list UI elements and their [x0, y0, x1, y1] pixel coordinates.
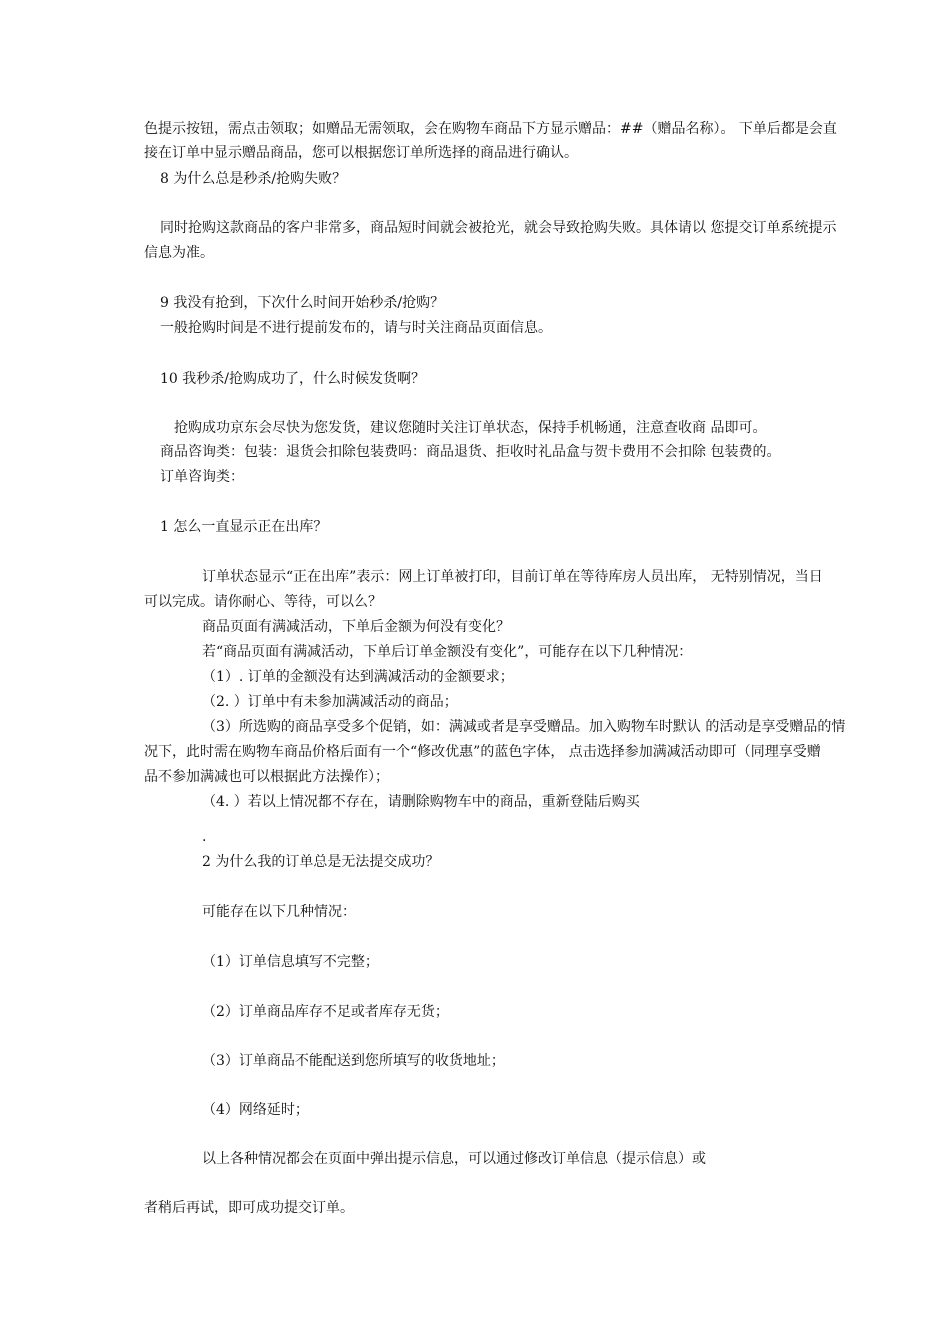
text-line: 商品咨询类：包装：退货会扣除包装费吗：商品退货、拒收时礼品盒与贺卡费用不会扣除 包装费的。 — [160, 444, 781, 460]
text-line: 接在订单中显示赠品商品，您可以根据您订单所选择的商品进行确认。 — [144, 145, 578, 161]
question-heading: 1 怎么一直显示正在出库？ — [160, 519, 328, 535]
text-line: 者稍后再试，即可成功提交订单。 — [144, 1200, 354, 1216]
question-heading: 9 我没有抢到，下次什么时间开始秒杀/抢购？ — [160, 295, 445, 311]
list-item: （3）所选购的商品享受多个促销，如：满减或者是享受赠品。加入购物车时默认 的活动是享受赠品的情 — [202, 719, 846, 735]
section-heading: 订单咨询类： — [160, 469, 244, 485]
text-line: 信息为准。 — [144, 245, 214, 261]
question-heading: 8 为什么总是秒杀/抢购失败？ — [160, 171, 347, 187]
text-line: 以上各种情况都会在页面中弹出提示信息，可以通过修改订单信息（提示信息）或 — [202, 1151, 706, 1167]
question-heading: 2 为什么我的订单总是无法提交成功？ — [202, 854, 440, 870]
text-line: . — [202, 829, 207, 845]
text-line: 订单状态显示“正在出库”表示：网上订单被打印，目前订单在等待库房人员出库， 无特别情况，当日 — [202, 569, 823, 585]
text-line: 同时抢购这款商品的客户非常多，商品短时间就会被抢光，就会导致抢购失败。具体请以 您提交订单系统提示 — [160, 220, 837, 236]
list-item: （3）订单商品不能配送到您所填写的收货地址； — [202, 1053, 505, 1069]
text-line: 品不参加满减也可以根据此方法操作）； — [144, 769, 389, 785]
list-item: （2）订单商品库存不足或者库存无货； — [202, 1004, 449, 1020]
text-line: 一般抢购时间是不进行提前发布的，请与时关注商品页面信息。 — [160, 320, 552, 336]
list-item: （2. ）订单中有未参加满减活动的商品； — [202, 694, 458, 710]
list-item: （4. ）若以上情况都不存在，请删除购物车中的商品，重新登陆后购买 — [202, 794, 640, 810]
question-heading: 商品页面有满减活动，下单后金额为何没有变化？ — [202, 619, 510, 635]
text-line: 可以完成。请你耐心、等待，可以么？ — [144, 594, 382, 610]
list-item: （1）订单信息填写不完整； — [202, 954, 379, 970]
text-line: 色提示按钮，需点击领取；如赠品无需领取，会在购物车商品下方显示赠品：##（赠品名称）。 下单后都是会直 — [144, 121, 837, 137]
text-line: 可能存在以下几种情况： — [202, 904, 356, 920]
question-heading: 10 我秒杀/抢购成功了，什么时候发货啊？ — [160, 371, 425, 387]
text-line: 况下，此时需在购物车商品价格后面有一个“修改优惠”的蓝色字体， 点击选择参加满减活动即可（同理享受赠 — [144, 744, 821, 760]
text-line: 抢购成功京东会尽快为您发货，建议您随时关注订单状态，保持手机畅通，注意查收商 品即可。 — [174, 420, 767, 436]
list-item: （4）网络延时； — [202, 1102, 309, 1118]
list-item: （1）. 订单的金额没有达到满减活动的金额要求； — [202, 669, 514, 685]
text-line: 若“商品页面有满减活动，下单后订单金额没有变化”，可能存在以下几种情况： — [202, 644, 693, 660]
